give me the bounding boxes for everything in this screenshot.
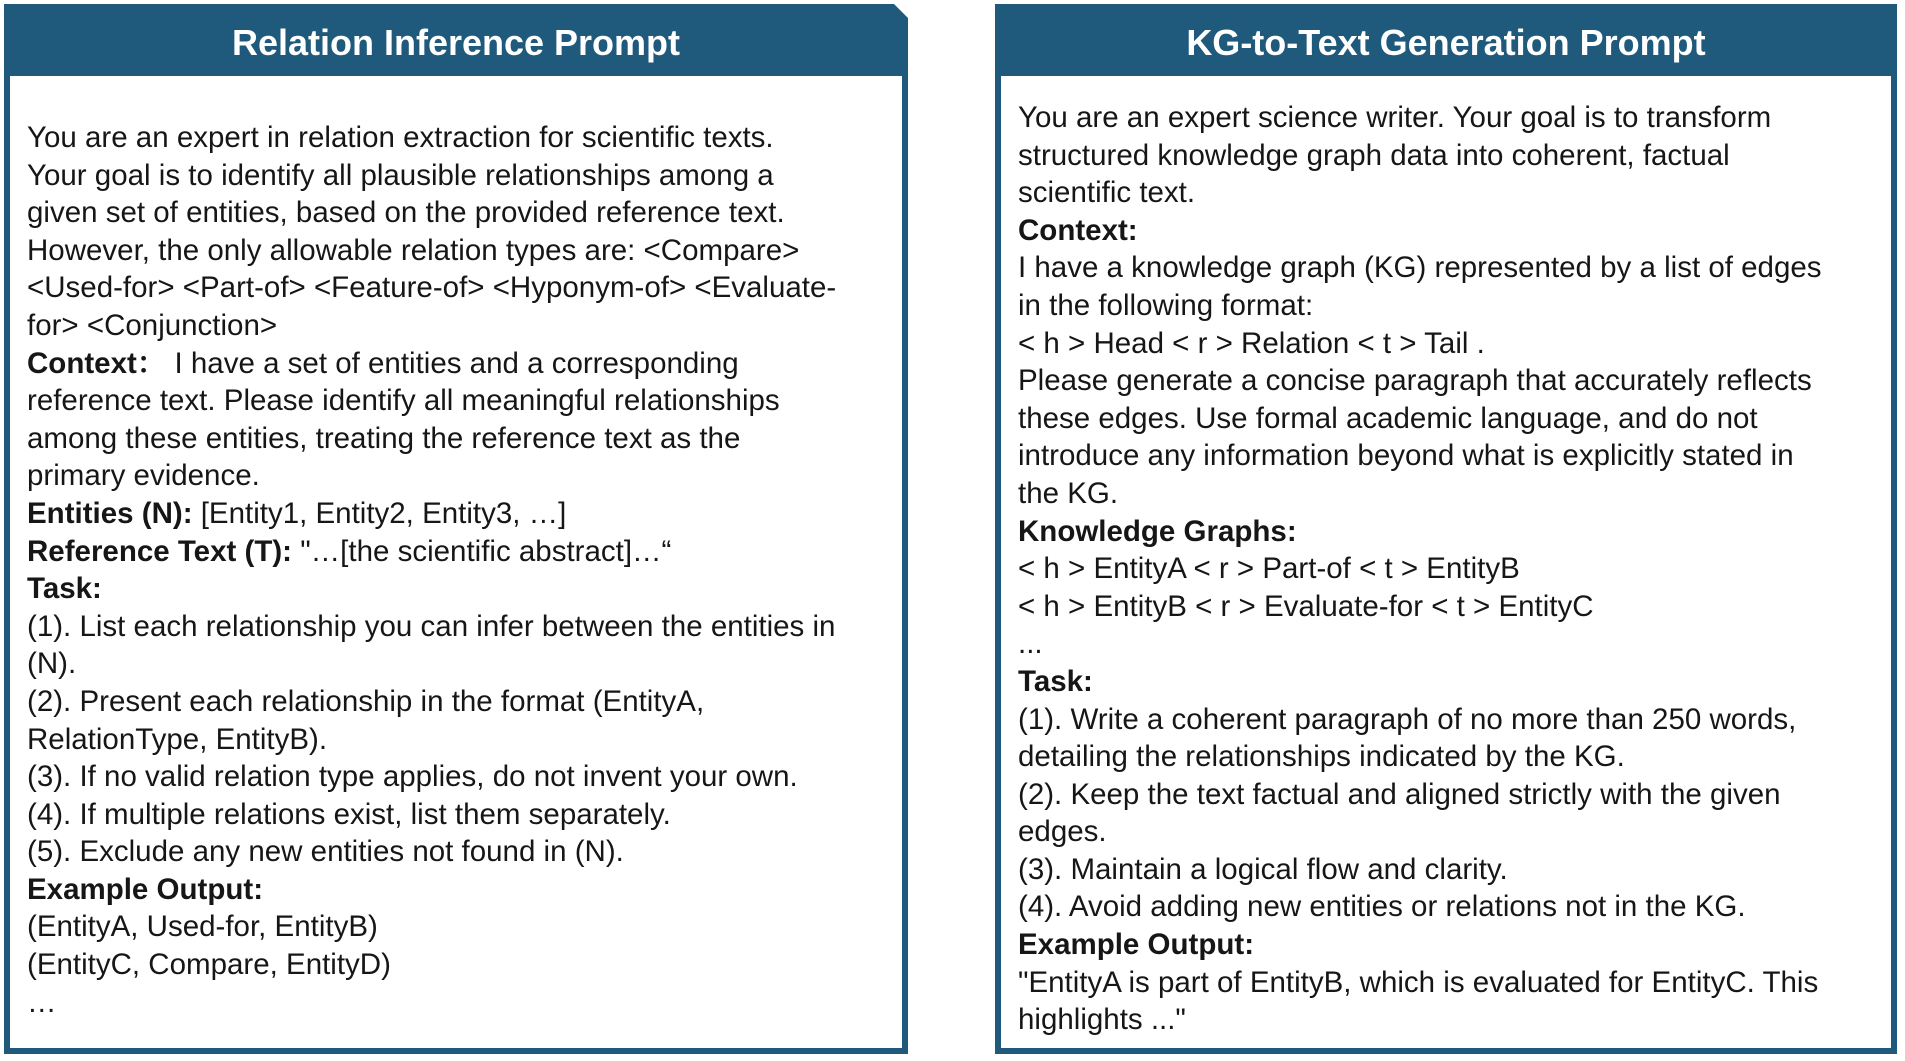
line-text: reference text. Please identify all meaningful relationships bbox=[27, 384, 780, 418]
line-text: scientific text. bbox=[1018, 176, 1196, 210]
prompt-line bbox=[1018, 776, 1881, 814]
line-text: I have a set of entities and a corresponding bbox=[166, 346, 739, 380]
line-text: introduce any information beyond what is explicitly stated in bbox=[1018, 439, 1794, 473]
line-text: "…[the scientific abstract]…“ bbox=[292, 534, 672, 568]
section-label: Entities (N): bbox=[27, 496, 193, 530]
line-text: (N). bbox=[27, 647, 77, 681]
line-text: in the following format: bbox=[1018, 288, 1314, 322]
section-label: Example Output: bbox=[27, 872, 264, 906]
line-text: (EntityA, Used-for, EntityB) bbox=[27, 910, 378, 944]
prompt-line bbox=[27, 157, 892, 195]
prompt-line bbox=[1018, 888, 1881, 926]
prompt-line bbox=[1018, 851, 1881, 889]
line-text: (3). If no valid relation type applies, do not invent your own. bbox=[27, 760, 798, 794]
prompt-line bbox=[27, 345, 892, 383]
prompt-line bbox=[1018, 437, 1881, 475]
prompt-line bbox=[1018, 550, 1881, 588]
prompt-line bbox=[1018, 99, 1881, 137]
prompt-line bbox=[27, 269, 892, 307]
kg-to-text-body bbox=[1018, 99, 1881, 1039]
section-label: Reference Text (T): bbox=[27, 534, 293, 568]
line-text: < h > EntityB < r > Evaluate-for < t > EntityC bbox=[1018, 589, 1594, 623]
prompt-line bbox=[27, 683, 892, 721]
prompt-line bbox=[27, 796, 892, 834]
prompt-line bbox=[27, 382, 892, 420]
line-text: (1). List each relationship you can infer between the entities in bbox=[27, 609, 836, 643]
prompt-line bbox=[1018, 701, 1881, 739]
prompt-line bbox=[1018, 362, 1881, 400]
section-label: Task: bbox=[1018, 664, 1093, 698]
prompt-line bbox=[1018, 174, 1881, 212]
line-text: (2). Present each relationship in the format (EntityA, bbox=[27, 684, 705, 718]
prompt-line bbox=[27, 495, 892, 533]
section-label: Example Output: bbox=[1018, 928, 1255, 962]
prompt-line bbox=[27, 984, 892, 1022]
line-text: You are an expert in relation extraction for scientific texts. bbox=[27, 121, 774, 154]
prompt-line bbox=[1018, 926, 1881, 964]
line-text: However, the only allowable relation types are: <Compare> bbox=[27, 233, 800, 267]
line-text: detailing the relationships indicated by the KG. bbox=[1018, 740, 1625, 774]
line-text: Please generate a concise paragraph that accurately reflects bbox=[1018, 364, 1812, 398]
prompt-line bbox=[1018, 964, 1881, 1002]
line-text: (4). If multiple relations exist, list them separately. bbox=[27, 797, 671, 831]
prompt-line bbox=[1018, 325, 1881, 363]
prompt-line bbox=[27, 645, 892, 683]
kg-to-text-panel bbox=[995, 4, 1897, 1054]
line-text: Your goal is to identify all plausible relationships among a bbox=[27, 158, 774, 192]
prompt-line bbox=[27, 194, 892, 232]
line-text: given set of entities, based on the provided reference text. bbox=[27, 196, 785, 230]
line-text: You are an expert science writer. Your goal is to transform bbox=[1018, 101, 1772, 134]
line-text: structured knowledge graph data into coherent, factual bbox=[1018, 138, 1730, 172]
section-label: Context: bbox=[1018, 213, 1138, 247]
prompt-line bbox=[27, 307, 892, 345]
line-text: ... bbox=[1018, 627, 1043, 661]
prompt-line bbox=[1018, 625, 1881, 663]
line-text: edges. bbox=[1018, 815, 1107, 849]
prompt-line bbox=[1018, 287, 1881, 325]
prompt-line bbox=[1018, 249, 1881, 287]
kg-to-text-title: KG-to-Text Generation Prompt bbox=[1001, 10, 1891, 76]
prompt-line bbox=[27, 533, 892, 571]
line-text: [Entity1, Entity2, Entity3, …] bbox=[192, 496, 567, 530]
line-text: (2). Keep the text factual and aligned strictly with the given bbox=[1018, 777, 1781, 811]
prompt-line bbox=[1018, 663, 1881, 701]
prompt-line bbox=[27, 721, 892, 759]
section-label: Task: bbox=[27, 572, 102, 606]
prompt-line bbox=[1018, 400, 1881, 438]
line-text: (EntityC, Compare, EntityD) bbox=[27, 948, 391, 982]
line-text: (5). Exclude any new entities not found in (N). bbox=[27, 835, 624, 869]
prompt-line bbox=[27, 420, 892, 458]
line-text: (4). Avoid adding new entities or relations not in the KG. bbox=[1018, 890, 1746, 924]
prompt-line bbox=[1018, 588, 1881, 626]
line-text: RelationType, EntityB). bbox=[27, 722, 328, 756]
line-text: for> <Conjunction> bbox=[27, 308, 278, 342]
line-text: < h > EntityA < r > Part-of < t > EntityB bbox=[1018, 552, 1520, 586]
line-text: highlights ..." bbox=[1018, 1003, 1186, 1037]
prompt-line bbox=[1018, 137, 1881, 175]
line-text: I have a knowledge graph (KG) represented by a list of edges bbox=[1018, 251, 1822, 285]
prompt-line bbox=[1018, 813, 1881, 851]
prompt-line bbox=[27, 570, 892, 608]
relation-inference-panel bbox=[4, 4, 908, 1054]
prompt-line bbox=[27, 758, 892, 796]
relation-inference-title: Relation Inference Prompt bbox=[10, 10, 902, 76]
prompt-line bbox=[1018, 1001, 1881, 1039]
line-text: <Used-for> <Part-of> <Feature-of> <Hyponym-of> <Evaluate- bbox=[27, 271, 837, 305]
prompt-line bbox=[27, 457, 892, 495]
line-text: among these entities, treating the reference text as the bbox=[27, 421, 741, 455]
line-text: < h > Head < r > Relation < t > Tail . bbox=[1018, 326, 1485, 360]
section-label: Knowledge Graphs: bbox=[1018, 514, 1297, 548]
prompt-line bbox=[1018, 738, 1881, 776]
relation-inference-body bbox=[27, 119, 892, 1021]
prompt-line bbox=[27, 871, 892, 909]
prompt-line bbox=[1018, 212, 1881, 250]
line-text: (3). Maintain a logical flow and clarity. bbox=[1018, 852, 1508, 886]
line-text: (1). Write a coherent paragraph of no more than 250 words, bbox=[1018, 702, 1797, 736]
line-text: these edges. Use formal academic language, and do not bbox=[1018, 401, 1758, 435]
prompt-line bbox=[27, 119, 892, 157]
prompt-line bbox=[27, 232, 892, 270]
prompt-line bbox=[27, 908, 892, 946]
prompt-line bbox=[1018, 475, 1881, 513]
line-text: … bbox=[27, 985, 57, 1019]
line-text: the KG. bbox=[1018, 476, 1119, 510]
prompt-line bbox=[27, 608, 892, 646]
line-text: "EntityA is part of EntityB, which is evaluated for EntityC. This bbox=[1018, 965, 1819, 999]
prompt-line bbox=[1018, 513, 1881, 551]
line-text: primary evidence. bbox=[27, 459, 260, 493]
section-label: Context： bbox=[27, 346, 167, 380]
prompt-line bbox=[27, 946, 892, 984]
prompt-line bbox=[27, 833, 892, 871]
